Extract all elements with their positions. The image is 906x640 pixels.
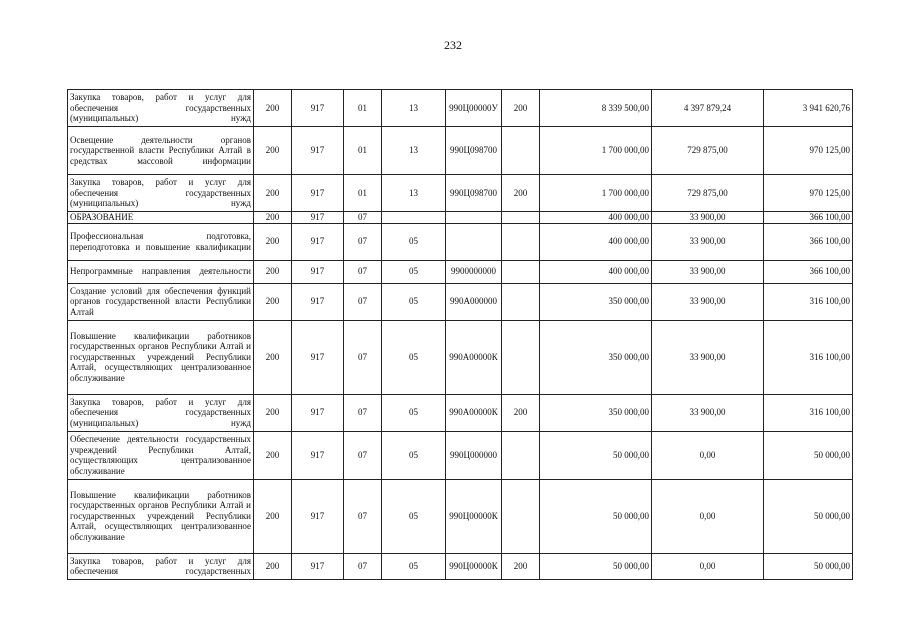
row-code-target	[446, 223, 502, 260]
row-sum-remaining: 50 000,00	[764, 553, 853, 579]
table-row	[68, 175, 853, 212]
row-code-subsection: 05	[382, 394, 446, 431]
row-code-expense-type	[502, 479, 540, 553]
row-code-admin: 200	[254, 260, 292, 283]
row-code-expense-type: 200	[502, 394, 540, 431]
row-code-section: 07	[344, 479, 382, 553]
table-row	[68, 431, 853, 479]
row-sum-executed: 729 875,00	[652, 175, 764, 212]
row-sum-plan: 1 700 000,00	[540, 175, 652, 212]
row-name: Закупка товаров, работ и услуг для обеспечения государственных (муниципальных) нужд	[68, 175, 254, 212]
row-sum-executed: 4 397 879,24	[652, 90, 764, 127]
row-name: Профессиональная подготовка, переподготовка и повышение квалификации	[68, 223, 254, 260]
row-sum-executed: 33 900,00	[652, 260, 764, 283]
row-name: Закупка товаров, работ и услуг для обеспечения государственных	[68, 553, 254, 579]
row-code-section: 07	[344, 223, 382, 260]
row-code-ministry: 917	[292, 283, 344, 320]
table-row	[68, 90, 853, 127]
table-row	[68, 283, 853, 320]
row-code-expense-type: 200	[502, 90, 540, 127]
row-code-expense-type	[502, 431, 540, 479]
row-code-admin: 200	[254, 394, 292, 431]
table-row	[68, 127, 853, 175]
row-sum-remaining: 50 000,00	[764, 431, 853, 479]
row-code-target: 9900000000	[446, 260, 502, 283]
row-sum-plan: 8 339 500,00	[540, 90, 652, 127]
row-sum-plan: 1 700 000,00	[540, 127, 652, 175]
row-code-expense-type	[502, 283, 540, 320]
row-code-admin: 200	[254, 212, 292, 224]
row-name: Освещение деятельности органов государственной власти Республики Алтай в средствах массовой информации	[68, 127, 254, 175]
row-code-target	[446, 212, 502, 224]
row-sum-plan: 50 000,00	[540, 479, 652, 553]
row-code-ministry: 917	[292, 223, 344, 260]
row-sum-executed: 33 900,00	[652, 283, 764, 320]
row-name: Повышение квалификации работников государственных органов Республики Алтай и государственных учреждений Республики Алтай, осуществляющих централизованное обслуживание	[68, 479, 254, 553]
row-code-subsection: 05	[382, 223, 446, 260]
row-name: Создание условий для обеспечения функций органов государственной власти Республики Алтай	[68, 283, 254, 320]
row-code-target: 990А000000	[446, 283, 502, 320]
row-code-subsection: 13	[382, 127, 446, 175]
row-name: Повышение квалификации работников государственных органов Республики Алтай и государственных учреждений Республики Алтай, осуществляющих централизованное обслуживание	[68, 320, 254, 394]
row-code-expense-type	[502, 127, 540, 175]
row-code-subsection: 05	[382, 553, 446, 579]
row-sum-remaining: 316 100,00	[764, 283, 853, 320]
row-code-subsection	[382, 212, 446, 224]
row-sum-remaining: 970 125,00	[764, 127, 853, 175]
row-sum-executed: 0,00	[652, 553, 764, 579]
row-sum-remaining: 366 100,00	[764, 223, 853, 260]
row-sum-executed: 0,00	[652, 479, 764, 553]
row-code-target: 990А00000К	[446, 394, 502, 431]
row-sum-executed: 33 900,00	[652, 223, 764, 260]
row-code-ministry: 917	[292, 394, 344, 431]
row-sum-plan: 50 000,00	[540, 431, 652, 479]
row-code-section: 07	[344, 212, 382, 224]
row-code-admin: 200	[254, 479, 292, 553]
row-code-target: 990Ц00000У	[446, 90, 502, 127]
table-row	[68, 260, 853, 283]
row-code-admin: 200	[254, 431, 292, 479]
row-sum-executed: 33 900,00	[652, 320, 764, 394]
row-code-ministry: 917	[292, 127, 344, 175]
row-code-target: 990Ц00000К	[446, 479, 502, 553]
row-code-subsection: 13	[382, 175, 446, 212]
row-code-section: 01	[344, 175, 382, 212]
row-code-subsection: 05	[382, 283, 446, 320]
row-code-ministry: 917	[292, 90, 344, 127]
row-sum-plan: 350 000,00	[540, 320, 652, 394]
row-code-section: 07	[344, 320, 382, 394]
row-code-expense-type: 200	[502, 175, 540, 212]
row-sum-plan: 50 000,00	[540, 553, 652, 579]
row-code-expense-type	[502, 223, 540, 260]
row-sum-remaining: 316 100,00	[764, 320, 853, 394]
row-name: Обеспечение деятельности государственных учреждений Республики Алтай, осуществляющих централизованное обслуживание	[68, 431, 254, 479]
row-code-admin: 200	[254, 553, 292, 579]
row-code-ministry: 917	[292, 553, 344, 579]
table-row	[68, 212, 853, 224]
row-code-ministry: 917	[292, 260, 344, 283]
row-code-section: 07	[344, 553, 382, 579]
row-sum-plan: 400 000,00	[540, 260, 652, 283]
row-code-admin: 200	[254, 127, 292, 175]
page-number: 232	[444, 38, 462, 52]
row-sum-plan: 350 000,00	[540, 394, 652, 431]
row-code-target: 990Ц098700	[446, 127, 502, 175]
row-sum-remaining: 970 125,00	[764, 175, 853, 212]
row-code-subsection: 13	[382, 90, 446, 127]
row-code-ministry: 917	[292, 431, 344, 479]
row-sum-remaining: 366 100,00	[764, 260, 853, 283]
row-code-section: 07	[344, 394, 382, 431]
row-code-section: 07	[344, 431, 382, 479]
table-row	[68, 479, 853, 553]
row-sum-remaining: 316 100,00	[764, 394, 853, 431]
row-code-admin: 200	[254, 90, 292, 127]
row-code-expense-type: 200	[502, 553, 540, 579]
row-sum-plan: 400 000,00	[540, 223, 652, 260]
row-code-subsection: 05	[382, 320, 446, 394]
row-sum-executed: 33 900,00	[652, 394, 764, 431]
row-name: Закупка товаров, работ и услуг для обеспечения государственных (муниципальных) нужд	[68, 394, 254, 431]
row-code-section: 07	[344, 283, 382, 320]
table-body	[68, 90, 853, 580]
row-code-subsection: 05	[382, 479, 446, 553]
budget-table	[67, 89, 853, 580]
row-code-ministry: 917	[292, 175, 344, 212]
row-code-admin: 200	[254, 175, 292, 212]
row-sum-plan: 400 000,00	[540, 212, 652, 224]
table-row	[68, 553, 853, 579]
row-code-expense-type	[502, 320, 540, 394]
row-sum-remaining: 3 941 620,76	[764, 90, 853, 127]
row-code-target: 990А00000К	[446, 320, 502, 394]
row-code-ministry: 917	[292, 212, 344, 224]
row-code-target: 990Ц00000К	[446, 553, 502, 579]
row-name: Непрограммные направления деятельности	[68, 260, 254, 283]
row-sum-executed: 729 875,00	[652, 127, 764, 175]
row-code-admin: 200	[254, 283, 292, 320]
row-name: Закупка товаров, работ и услуг для обеспечения государственных (муниципальных) нужд	[68, 90, 254, 127]
row-code-section: 01	[344, 127, 382, 175]
row-code-expense-type	[502, 212, 540, 224]
row-code-admin: 200	[254, 223, 292, 260]
row-code-target: 990Ц000000	[446, 431, 502, 479]
row-sum-plan: 350 000,00	[540, 283, 652, 320]
row-code-admin: 200	[254, 320, 292, 394]
row-sum-remaining: 50 000,00	[764, 479, 853, 553]
row-name: ОБРАЗОВАНИЕ	[68, 212, 254, 224]
row-code-ministry: 917	[292, 320, 344, 394]
row-code-subsection: 05	[382, 431, 446, 479]
row-code-expense-type	[502, 260, 540, 283]
table-row	[68, 394, 853, 431]
row-code-target: 990Ц098700	[446, 175, 502, 212]
row-code-section: 07	[344, 260, 382, 283]
row-code-subsection: 05	[382, 260, 446, 283]
row-sum-executed: 0,00	[652, 431, 764, 479]
row-sum-remaining: 366 100,00	[764, 212, 853, 224]
table-row	[68, 320, 853, 394]
table-row	[68, 223, 853, 260]
row-code-ministry: 917	[292, 479, 344, 553]
row-code-section: 01	[344, 90, 382, 127]
row-sum-executed: 33 900,00	[652, 212, 764, 224]
